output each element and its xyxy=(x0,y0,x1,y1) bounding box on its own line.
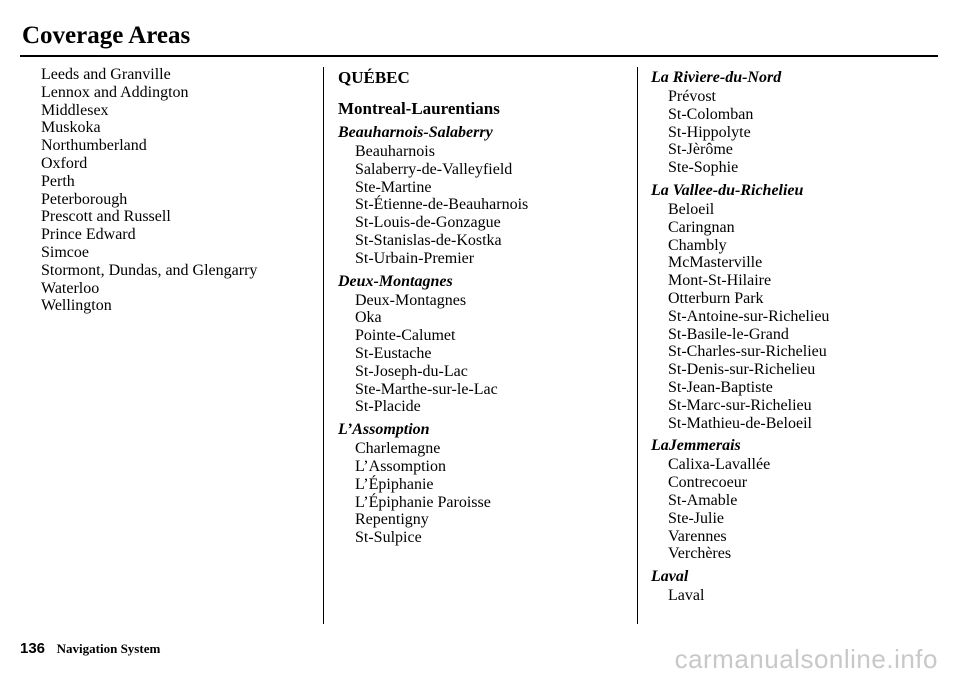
list-item: St-Joseph-du-Lac xyxy=(355,362,468,380)
region-heading: Montreal-Laurentians xyxy=(338,99,500,118)
list-item: Varennes xyxy=(668,527,727,545)
list-item: Ste-Martine xyxy=(355,178,432,196)
county-heading: Beauharnois-Salaberry xyxy=(338,124,493,141)
list-item: Ste-Marthe-sur-le-Lac xyxy=(355,380,498,398)
list-item: St-Basile-le-Grand xyxy=(668,325,789,343)
column-divider-left xyxy=(323,67,324,624)
town-list xyxy=(651,88,941,177)
column-2 xyxy=(338,66,628,551)
list-item: Charlemagne xyxy=(355,440,441,458)
list-item: St-Denis-sur-Richelieu xyxy=(668,361,816,379)
list-item: L’Épiphanie Paroisse xyxy=(355,493,491,511)
column-1 xyxy=(41,66,311,315)
list-item: Stormont, Dundas, and Glengarry xyxy=(41,261,258,279)
county-group xyxy=(651,436,941,563)
list-item: St-Mathieu-de-Beloeil xyxy=(668,414,812,432)
county-group xyxy=(651,567,941,605)
list-item: Northumberland xyxy=(41,137,147,155)
list-item: Calixa-Lavallée xyxy=(668,456,771,474)
list-item: Chambly xyxy=(668,236,727,254)
list-item: St-Antoine-sur-Richelieu xyxy=(668,307,830,325)
list-item: Peterborough xyxy=(41,190,128,208)
watermark: carmanualsonline.info xyxy=(674,644,938,674)
list-item: St-Amable xyxy=(668,491,738,509)
province-heading: QUÉBEC xyxy=(338,68,410,87)
list-item: Mont-St-Hilaire xyxy=(668,272,772,290)
list-item: Perth xyxy=(41,172,75,190)
county-heading: La Rivìere-du-Nord xyxy=(651,69,782,86)
town-list xyxy=(338,292,628,417)
list-item: McMasterville xyxy=(668,254,763,272)
list-item: L’Épiphanie xyxy=(355,475,434,493)
list-item: St-Louis-de-Gonzague xyxy=(355,214,501,232)
list-item: Deux-Montagnes xyxy=(355,291,467,309)
list-item: St-Urbain-Premier xyxy=(355,249,475,267)
county-group xyxy=(651,181,941,432)
county-heading: Laval xyxy=(651,568,689,586)
footer-label: Navigation System xyxy=(56,641,161,656)
county-heading: L’Assomption xyxy=(338,421,430,439)
list-item: Laval xyxy=(668,587,705,605)
list-item: St-Hippolyte xyxy=(668,123,751,141)
list-item: St-Sulpice xyxy=(355,529,422,547)
list-item: Middlesex xyxy=(41,101,109,119)
town-list xyxy=(651,201,941,432)
list-item: St-Stanislas-de-Kostka xyxy=(355,231,502,249)
list-item: St-Étienne-de-Beauharnois xyxy=(355,196,529,214)
list-item: Contrecoeur xyxy=(668,474,748,492)
list-item: St-Charles-sur-Richelieu xyxy=(668,343,827,361)
page-footer xyxy=(20,640,160,658)
list-item: Verchères xyxy=(668,545,732,563)
list-item: St-Jean-Baptiste xyxy=(668,378,773,396)
town-list xyxy=(338,143,628,268)
county-heading: LaJemmerais xyxy=(651,437,741,455)
list-item: Prescott and Russell xyxy=(41,208,171,226)
column-3 xyxy=(651,66,941,609)
list-item: Salaberry-de-Valleyfield xyxy=(355,160,513,178)
list-item: Pointe-Calumet xyxy=(355,327,456,345)
list-item: Caringnan xyxy=(668,218,735,236)
list-item: Repentigny xyxy=(355,511,429,529)
county-group xyxy=(338,123,628,268)
list-item: Beauharnois xyxy=(355,143,435,160)
list-item: Simcoe xyxy=(41,243,89,261)
list-item: St-Placide xyxy=(355,398,421,416)
county-group xyxy=(338,420,628,547)
town-list xyxy=(651,587,941,605)
list-item: Otterburn Park xyxy=(668,289,764,307)
list-item: Prince Edward xyxy=(41,226,136,244)
list-item: L’Assomption xyxy=(355,457,446,475)
list-item: Oka xyxy=(355,309,382,327)
list-item: Ste-Julie xyxy=(668,509,724,527)
list-item: Beloeil xyxy=(668,200,715,218)
page-title: Coverage Areas xyxy=(22,22,191,49)
list-item: St-Marc-sur-Richelieu xyxy=(668,396,812,414)
county-group xyxy=(651,68,941,177)
list-item: Ste-Sophie xyxy=(668,159,739,177)
ontario-county-list xyxy=(41,66,311,315)
list-item: St-Eustache xyxy=(355,344,432,362)
county-group xyxy=(338,272,628,417)
county-heading: La Vallee-du-Richelieu xyxy=(651,181,804,199)
list-item: Prévost xyxy=(668,88,716,105)
page-number: 136 xyxy=(20,640,46,657)
list-item: Waterloo xyxy=(41,279,100,297)
list-item: Lennox and Addington xyxy=(41,83,189,101)
town-list xyxy=(651,456,941,563)
title-divider xyxy=(20,55,938,57)
list-item: St-Colomban xyxy=(668,105,754,123)
list-item: Leeds and Granville xyxy=(41,66,171,83)
list-item: Muskoka xyxy=(41,119,101,137)
town-list xyxy=(338,440,628,547)
column-divider-right xyxy=(637,67,638,624)
list-item: St-Jèrôme xyxy=(668,141,733,159)
county-heading: Deux-Montagnes xyxy=(338,272,453,290)
list-item: Oxford xyxy=(41,154,88,172)
list-item: Wellington xyxy=(41,297,112,315)
